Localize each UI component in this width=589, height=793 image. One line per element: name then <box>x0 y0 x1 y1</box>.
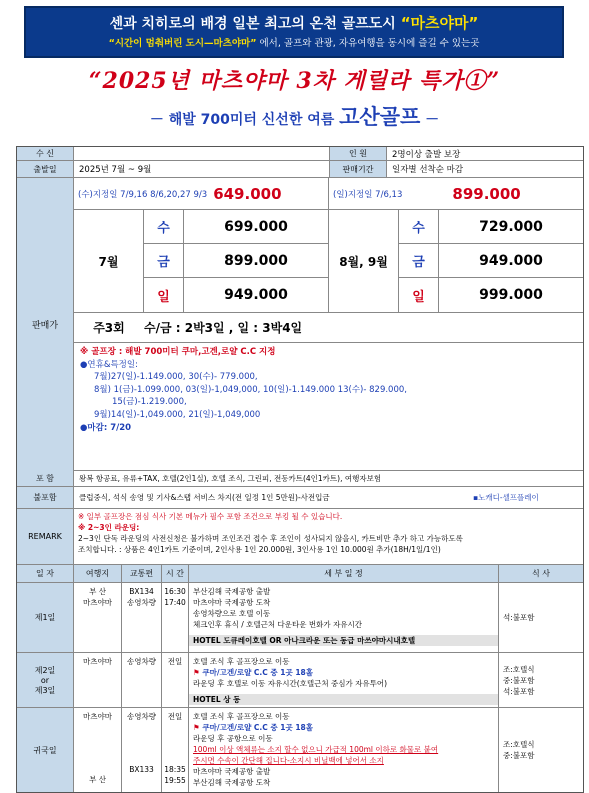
golf-flag-text: 쿠마/고겐/로얄 C.C 중 1곳 18홀 <box>202 668 313 677</box>
day-place <box>74 583 122 652</box>
place-line: 마츠야마 <box>83 657 112 666</box>
sales-row <box>17 178 583 471</box>
depart-row <box>17 161 583 178</box>
day-label: 제1일 <box>17 583 74 652</box>
transport-line: BX134 <box>129 587 154 596</box>
header-time: 시 간 <box>162 565 189 582</box>
sales-block <box>17 178 583 471</box>
day-transport <box>122 708 162 792</box>
exclude-note: ▪노캐디-셀프플레이 <box>473 493 539 502</box>
price-amount: 899.000 <box>224 252 288 269</box>
price-month: 8월, 9월 <box>329 210 399 312</box>
sales-label: 판매가 <box>17 178 74 471</box>
transport-line: 송영차량 <box>127 598 156 607</box>
schedule-times <box>74 313 583 343</box>
recv-row <box>17 147 583 161</box>
price-row <box>399 244 583 278</box>
time-line: 17:40 <box>164 598 186 607</box>
remark-label: REMARK <box>17 509 74 564</box>
day-time <box>162 653 189 707</box>
day-detail <box>189 583 499 652</box>
banner-highlight: “마츠야마” <box>400 14 479 32</box>
itinerary-header <box>17 565 583 583</box>
price-amount: 699.000 <box>224 218 288 235</box>
banner-line-1 <box>26 14 562 33</box>
detail-line: 송영차량으로 호텔 이동 <box>193 609 271 618</box>
place-line: 부 산 <box>89 587 106 596</box>
day-meal: 석:불포함 <box>503 613 535 622</box>
banner-line-2 <box>26 37 562 51</box>
price-group-aug-sep <box>328 210 583 312</box>
time-line: 16:30 <box>164 587 186 596</box>
detail-line: 호텔 조식 후 골프장으로 이동 <box>193 712 290 721</box>
times-value: 수/금 : 2박3일 , 일 : 3박4일 <box>144 321 303 335</box>
exclude-value: 클럽중식, 석식 송영 및 기사&스탭 서비스 차지(전 일정 1인 5만원)-사전입금 <box>79 493 330 502</box>
include-label: 포 함 <box>17 471 74 486</box>
hotel-line: HOTEL 상 동 <box>189 694 498 705</box>
header-detail: 세 부 일 정 <box>189 565 499 582</box>
price-row <box>144 210 328 244</box>
day-place <box>74 708 122 792</box>
price-amount: 729.000 <box>479 218 543 235</box>
detail-line: 부산김해 국제공항 도착 <box>193 778 271 787</box>
remark-line: 조치합니다. : 상품은 4인1카트 기준이며, 2인사용 1인 20.000원, 3인사용 1인 10.000원 추가(18H/1일/1인) <box>78 545 441 554</box>
day-time <box>162 708 189 792</box>
itinerary-day-2 <box>17 653 583 708</box>
transport-line: BX133 <box>129 765 154 774</box>
people-value: 2명이상 출발 보장 <box>392 149 461 160</box>
include-row <box>17 471 583 487</box>
time-line: 전일 <box>167 712 183 721</box>
holiday-aug-cont: 15(금)-1.219.000, <box>112 397 187 408</box>
remark-line: ※ 일부 골프장은 점심 식사 기본 메뉴가 필수 포함 조건으로 부킹 될 수 있습니다. <box>78 512 343 521</box>
hotel-line: HOTEL 도큐레이호텔 OR 아나크라운 또는 동급 마쓰야마시내호텔 <box>189 635 498 646</box>
price-day: 금 <box>144 244 184 277</box>
flag-icon: ⚑ <box>193 668 200 677</box>
recv-value <box>74 147 329 160</box>
exclude-label: 불포함 <box>17 487 74 508</box>
page-subtitle <box>0 104 589 133</box>
flag-icon: ⚑ <box>193 723 200 732</box>
price-row <box>144 244 328 278</box>
price-day: 일 <box>144 278 184 312</box>
price-list <box>144 210 328 312</box>
subtitle-suffix: － <box>425 112 440 128</box>
detail-line: 마츠야마 국제공항 출발 <box>193 767 271 776</box>
day-detail <box>189 653 499 707</box>
detail-line: 라운딩 후 공항으로 이동 <box>193 734 273 743</box>
golf-flag-text: 쿠마/고겐/로얄 C.C 중 1곳 18홀 <box>202 723 313 732</box>
period-value: 일자별 선착순 마감 <box>392 165 464 175</box>
header-meal: 식 사 <box>532 569 550 578</box>
day-time <box>162 583 189 652</box>
price-amount: 949.000 <box>224 287 288 303</box>
header-date: 일 자 <box>17 565 74 582</box>
include-value: 왕복 항공료, 유류+TAX, 호텔(2인1실), 호텔 조식, 그린피, 전동카트(4인1카트), 여행자보험 <box>79 474 382 483</box>
special-right-price: 899.000 <box>452 184 521 203</box>
itinerary-day-return <box>17 708 583 792</box>
price-list <box>399 210 583 312</box>
holiday-aug: 8월) 1(금)-1.099.000, 03(일)-1,049,000, 10(일)-1.149.000 13(수)- 829.000, <box>94 384 407 395</box>
time-line: 19:55 <box>164 776 186 785</box>
liquid-warning-line: 주시면 수속이 간단해 집니다-소지시 비닐백에 넣어서 소지 <box>193 756 384 765</box>
place-line: 마츠야마 <box>83 712 112 721</box>
holiday-header: ●연휴&특정일: <box>80 359 138 370</box>
deadline-note: ●마감: 7/20 <box>80 422 132 433</box>
depart-label: 출발일 <box>17 161 74 177</box>
people-label: 인 원 <box>329 147 387 160</box>
banner-line-2-text: 에서, 골프와 관광, 자유여행을 동시에 즐길 수 있는곳 <box>256 38 480 49</box>
day-label: 귀국일 <box>17 708 74 792</box>
remark-row <box>17 509 583 565</box>
detail-line: 체크인후 휴식 / 호텔근처 다운타운 번화가 자유시간 <box>193 620 362 629</box>
time-line: 18:35 <box>164 765 186 774</box>
depart-value: 2025년 7월 ~ 9월 <box>79 165 152 175</box>
price-day: 수 <box>399 210 439 243</box>
price-row <box>399 278 583 312</box>
price-day: 금 <box>399 244 439 277</box>
times-label: 주3회 <box>93 321 125 335</box>
place-line: 부 산 <box>89 775 106 784</box>
golf-flag-line <box>189 667 498 678</box>
subtitle-prefix: － 해발 700미터 신선한 여름 <box>149 112 335 128</box>
price-row <box>399 210 583 244</box>
remark-line: 2~3인 단독 라운딩의 사전신청은 불가하며 조인조건 접수 후 조인이 성사되지 않을시, 카트비만 추가 하고 가능하도록 <box>78 534 463 543</box>
header-transport: 교통편 <box>122 565 162 582</box>
special-left-text: (수)지정일 7/9,16 8/6,20,27 9/3 <box>78 189 208 200</box>
price-month: 7월 <box>74 210 144 312</box>
special-right <box>328 178 583 209</box>
detail-line: 호텔 조식 후 골프장으로 이동 <box>193 657 290 666</box>
info-table <box>16 146 584 793</box>
detail-line: 라운딩 후 호텔로 이동 자유시간(호텔근처 중심가 자유투어) <box>193 679 388 688</box>
special-dates <box>74 178 583 210</box>
day-transport <box>122 583 162 652</box>
banner-line-2-highlight: “시간이 멈춰버린 도시—마츠야마” <box>108 38 257 49</box>
price-day: 일 <box>399 278 439 312</box>
price-amount: 999.000 <box>479 287 543 303</box>
special-left-price: 649.000 <box>213 184 282 203</box>
place-line: 마츠야마 <box>83 598 112 607</box>
day-meal: 조:호텔식 중:불포함 석:불포함 <box>503 664 535 696</box>
price-table <box>74 210 583 313</box>
time-line: 전일 <box>167 657 183 666</box>
header-banner <box>24 6 564 58</box>
day-meal: 조:호텔식 중:불포함 <box>503 740 535 760</box>
sales-notes <box>74 343 583 437</box>
liquid-warning-line: 100ml 이상 액체류는 소지 할수 없으니 가급적 100ml 이하로 화물로 붙여 <box>193 745 439 754</box>
transport-line: 송영차량 <box>127 657 156 666</box>
holiday-july: 7월)27(일)-1.149.000, 30(수)- 779.000, <box>94 372 258 383</box>
day-detail <box>189 708 499 792</box>
special-right-text: (일)지정일 7/6,13 <box>333 189 403 200</box>
day-transport <box>122 653 162 707</box>
holiday-sep: 9월)14(일)-1,049.000, 21(일)-1,049,000 <box>94 409 261 420</box>
day-label: 제2일 or 제3일 <box>17 653 74 707</box>
banner-line-1-text: 센과 치히로의 배경 일본 최고의 온천 골프도시 <box>109 16 396 32</box>
special-left <box>74 178 328 209</box>
period-label: 판매기간 <box>329 161 387 177</box>
golf-course-note: ※ 골프장 : 해발 700미터 쿠마,고겐,로얄 C.C 지정 <box>80 347 276 357</box>
price-group-july <box>74 210 328 312</box>
price-amount: 949.000 <box>479 252 543 269</box>
golf-flag-line <box>189 722 498 733</box>
day-place <box>74 653 122 707</box>
detail-line: 마츠야마 국제공항 도착 <box>193 598 271 607</box>
price-day: 수 <box>144 210 184 243</box>
sales-main <box>74 178 583 471</box>
price-row <box>144 278 328 312</box>
subtitle-highlight: 고산골프 <box>339 105 421 129</box>
page-title: “2025년 마츠야마 3차 게릴라 특가①” <box>88 68 501 94</box>
itinerary-day-1 <box>17 583 583 653</box>
header-place: 여행지 <box>74 565 122 582</box>
exclude-row <box>17 487 583 509</box>
remark-line: ※ 2~3인 라운딩: <box>78 523 140 532</box>
detail-line: 부산김해 국제공항 출발 <box>193 587 271 596</box>
transport-line: 송영차량 <box>127 712 156 721</box>
remark-content <box>74 509 583 564</box>
recv-label: 수 신 <box>17 147 74 160</box>
